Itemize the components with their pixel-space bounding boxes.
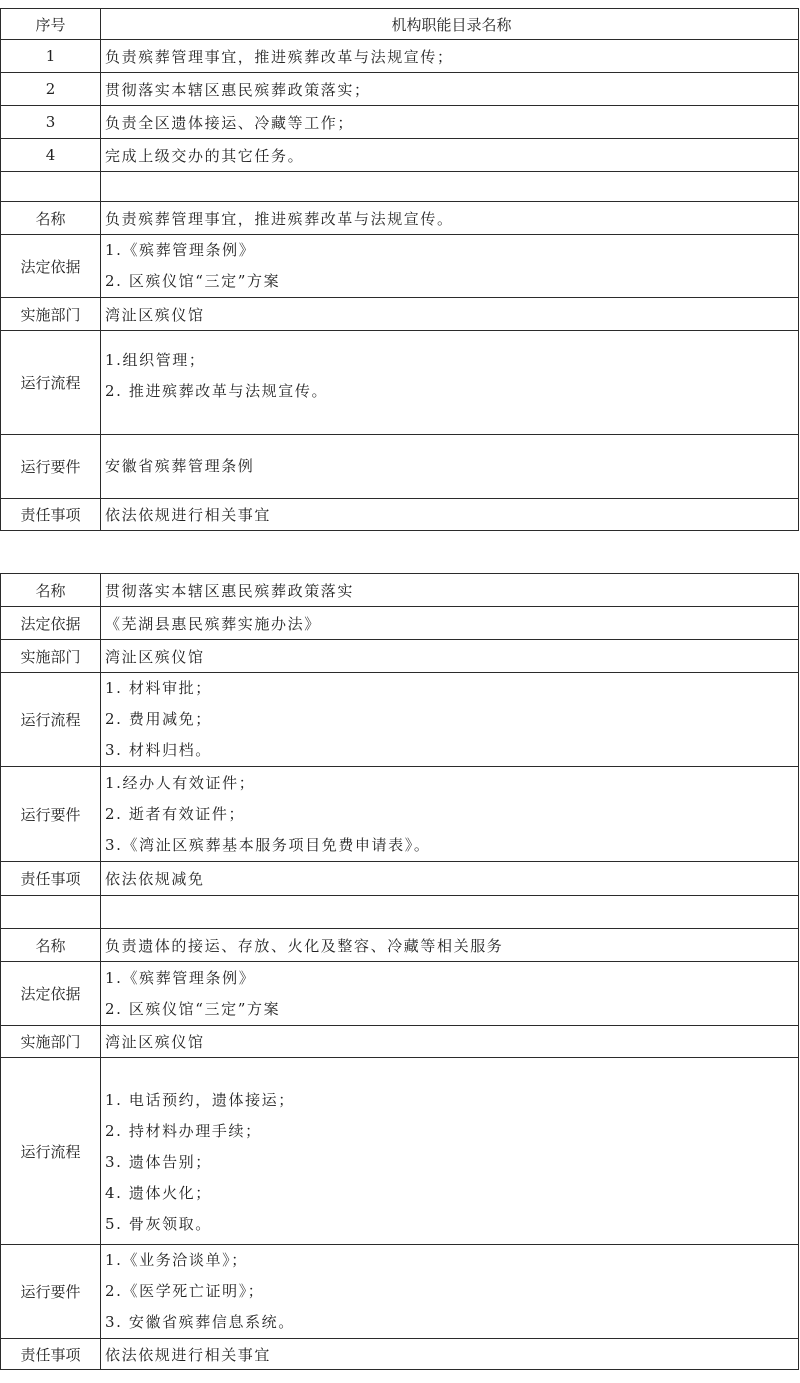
item-basis-row bbox=[1, 607, 799, 640]
item-name-row bbox=[1, 202, 799, 235]
process-line: 3. 材料归档。 bbox=[105, 741, 212, 759]
spacer-row bbox=[1, 172, 799, 202]
label-dept: 实施部门 bbox=[1, 1026, 101, 1058]
spacer-cell bbox=[101, 172, 799, 202]
requirements-line: 3.《湾沚区殡葬基本服务项目免费申请表》。 bbox=[105, 835, 431, 854]
label-process: 运行流程 bbox=[1, 331, 101, 435]
item-dept-value: 湾沚区殡仪馆 bbox=[101, 298, 799, 331]
item-requirements-row bbox=[1, 767, 799, 862]
item-dept-value: 湾沚区殡仪馆 bbox=[101, 640, 799, 673]
process-line: 2. 推进殡葬改革与法规宣传。 bbox=[105, 381, 329, 400]
spacer-cell bbox=[1, 896, 101, 929]
item-basis-value bbox=[101, 235, 799, 298]
spacer-cell bbox=[101, 896, 799, 929]
basis-line: 1.《殡葬管理条例》 bbox=[105, 968, 256, 987]
catalog-row-seq: 3 bbox=[1, 106, 101, 139]
label-basis: 法定依据 bbox=[1, 235, 101, 298]
process-line: 3. 遗体告别； bbox=[105, 1152, 212, 1171]
process-line: 1. 材料审批； bbox=[105, 679, 212, 697]
catalog-row bbox=[1, 40, 799, 73]
item-dept-row bbox=[1, 298, 799, 331]
item-duty-value: 依法依规进行相关事宜 bbox=[101, 499, 799, 531]
item-basis-value: 《芜湖县惠民殡葬实施办法》 bbox=[101, 607, 799, 640]
item-process-row bbox=[1, 331, 799, 435]
item-dept-row bbox=[1, 1026, 799, 1058]
requirements-line: 2.《医学死亡证明》； bbox=[105, 1282, 265, 1300]
process-line: 4. 遗体火化； bbox=[105, 1183, 212, 1202]
catalog-row bbox=[1, 139, 799, 172]
item-requirements-value bbox=[101, 435, 799, 499]
item-requirements-value bbox=[101, 767, 799, 862]
catalog-row bbox=[1, 106, 799, 139]
item-requirements-value bbox=[101, 1245, 799, 1339]
process-line: 1. 电话预约，遗体接运； bbox=[105, 1090, 295, 1109]
catalog-header-seq: 序号 bbox=[1, 9, 101, 40]
item-process-value bbox=[101, 1058, 799, 1245]
process-line: 2. 持材料办理手续； bbox=[105, 1121, 262, 1140]
catalog-row-seq: 1 bbox=[1, 40, 101, 73]
item-basis-value bbox=[101, 962, 799, 1026]
item-duty-row bbox=[1, 1339, 799, 1370]
label-process: 运行流程 bbox=[1, 1058, 101, 1245]
item-duty-value: 依法依规减免 bbox=[101, 862, 799, 896]
label-name: 名称 bbox=[1, 929, 101, 962]
requirements-line: 2. 逝者有效证件； bbox=[105, 804, 246, 823]
catalog-row bbox=[1, 73, 799, 106]
item-process-row bbox=[1, 1058, 799, 1245]
label-duty: 责任事项 bbox=[1, 1339, 101, 1370]
catalog-row-name: 贯彻落实本辖区惠民殡葬政策落实； bbox=[101, 73, 799, 106]
label-requirements: 运行要件 bbox=[1, 435, 101, 499]
requirements-line: 1.经办人有效证件； bbox=[105, 773, 256, 792]
catalog-row-name: 负责殡葬管理事宜，推进殡葬改革与法规宣传； bbox=[101, 40, 799, 73]
item-basis-row bbox=[1, 962, 799, 1026]
item-name-row bbox=[1, 929, 799, 962]
item-basis-row bbox=[1, 235, 799, 298]
item-name-value: 负责遗体的接运、存放、火化及整容、冷藏等相关服务 bbox=[101, 929, 799, 962]
requirements-line: 1.《业务洽谈单》； bbox=[105, 1251, 248, 1269]
item-process-value bbox=[101, 331, 799, 435]
process-line: 2. 费用减免； bbox=[105, 710, 212, 728]
label-duty: 责任事项 bbox=[1, 499, 101, 531]
spacer-row bbox=[1, 896, 799, 929]
item-process-value bbox=[101, 673, 799, 767]
item-duty-row bbox=[1, 862, 799, 896]
label-requirements: 运行要件 bbox=[1, 767, 101, 862]
item-requirements-row bbox=[1, 1245, 799, 1339]
item-process-row bbox=[1, 673, 799, 767]
item-name-value: 负责殡葬管理事宜，推进殡葬改革与法规宣传。 bbox=[101, 202, 799, 235]
function-catalog-table-2 bbox=[0, 573, 799, 1370]
requirements-line: 3. 安徽省殡葬信息系统。 bbox=[105, 1313, 295, 1331]
item-name-value: 贯彻落实本辖区惠民殡葬政策落实 bbox=[101, 574, 799, 607]
catalog-row-name: 完成上级交办的其它任务。 bbox=[101, 139, 799, 172]
basis-line: 1.《殡葬管理条例》 bbox=[105, 241, 256, 259]
label-dept: 实施部门 bbox=[1, 298, 101, 331]
item-duty-value: 依法依规进行相关事宜 bbox=[101, 1339, 799, 1370]
function-catalog-table-1 bbox=[0, 8, 799, 531]
process-line: 5. 骨灰领取。 bbox=[105, 1214, 212, 1233]
catalog-row-name: 负责全区遗体接运、冷藏等工作； bbox=[101, 106, 799, 139]
item-duty-row bbox=[1, 499, 799, 531]
catalog-row-seq: 4 bbox=[1, 139, 101, 172]
label-basis: 法定依据 bbox=[1, 607, 101, 640]
spacer-cell bbox=[1, 172, 101, 202]
item-name-row bbox=[1, 574, 799, 607]
catalog-header-name: 机构职能目录名称 bbox=[101, 9, 799, 40]
label-dept: 实施部门 bbox=[1, 640, 101, 673]
catalog-header-row bbox=[1, 9, 799, 40]
basis-line: 2. 区殡仪馆“三定”方案 bbox=[105, 272, 281, 290]
label-basis: 法定依据 bbox=[1, 962, 101, 1026]
label-process: 运行流程 bbox=[1, 673, 101, 767]
label-duty: 责任事项 bbox=[1, 862, 101, 896]
basis-line: 2. 区殡仪馆“三定”方案 bbox=[105, 999, 281, 1018]
label-requirements: 运行要件 bbox=[1, 1245, 101, 1339]
label-name: 名称 bbox=[1, 202, 101, 235]
item-dept-row bbox=[1, 640, 799, 673]
requirements-line: 安徽省殡葬管理条例 bbox=[105, 457, 255, 475]
item-dept-value: 湾沚区殡仪馆 bbox=[101, 1026, 799, 1058]
catalog-row-seq: 2 bbox=[1, 73, 101, 106]
process-line: 1.组织管理； bbox=[105, 350, 206, 369]
label-name: 名称 bbox=[1, 574, 101, 607]
item-requirements-row bbox=[1, 435, 799, 499]
